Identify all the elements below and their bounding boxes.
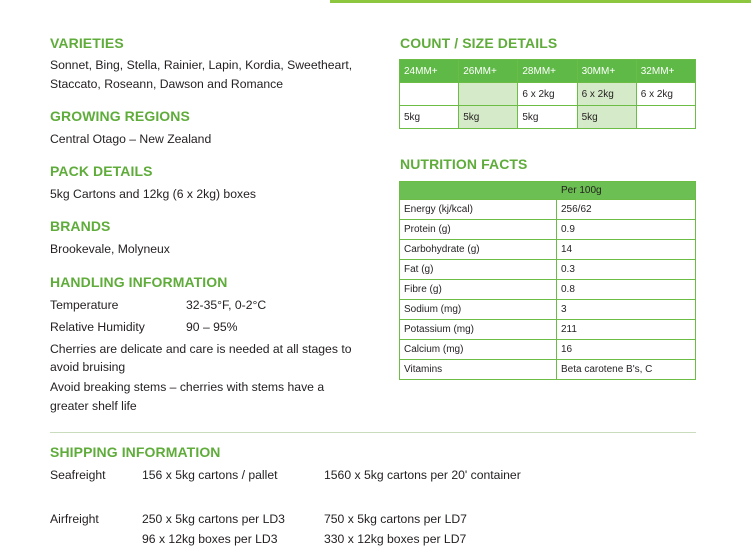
handling-note-1-line-1: Cherries are delicate and care is needed at all stages to bbox=[50, 342, 352, 356]
pack-details-text: 5kg Cartons and 12kg (6 x 2kg) boxes bbox=[50, 187, 256, 201]
top-accent-bar bbox=[0, 0, 751, 3]
size-28mm-header: 28MM+ bbox=[518, 60, 577, 83]
brands-text: Brookevale, Molyneux bbox=[50, 242, 170, 256]
nutrient-value: 16 bbox=[557, 340, 696, 360]
nutrient-value: 3 bbox=[557, 300, 696, 320]
airfreight-ld7-boxes: 330 x 12kg boxes per LD7 bbox=[324, 532, 467, 546]
nutrient-value: 211 bbox=[557, 320, 696, 340]
humidity-label: Relative Humidity bbox=[50, 320, 145, 334]
nutrition-heading: NUTRITION FACTS bbox=[400, 156, 528, 172]
shipping-heading: SHIPPING INFORMATION bbox=[50, 444, 221, 460]
nutrient-label: Potassium (mg) bbox=[400, 320, 557, 340]
count-cell bbox=[636, 106, 695, 129]
nutrition-row bbox=[400, 340, 696, 360]
nutrition-row bbox=[400, 360, 696, 380]
nutrient-label: Vitamins bbox=[400, 360, 557, 380]
handling-note-2-line-2: greater shelf life bbox=[50, 399, 137, 413]
airfreight-ld3-boxes: 96 x 12kg boxes per LD3 bbox=[142, 532, 278, 546]
nutrition-row bbox=[400, 240, 696, 260]
top-accent-green bbox=[330, 0, 751, 3]
nutrition-row bbox=[400, 260, 696, 280]
size-30mm-header: 30MM+ bbox=[577, 60, 636, 83]
varieties-line-2: Staccato, Roseann, Dawson and Romance bbox=[50, 77, 284, 91]
nutrition-row bbox=[400, 300, 696, 320]
count-size-heading: COUNT / SIZE DETAILS bbox=[400, 35, 558, 51]
count-cell bbox=[400, 83, 459, 106]
nutrient-label: Calcium (mg) bbox=[400, 340, 557, 360]
count-cell: 5kg bbox=[459, 106, 518, 129]
count-size-table bbox=[399, 59, 696, 129]
size-24mm-header: 24MM+ bbox=[400, 60, 459, 83]
nutrition-row bbox=[400, 320, 696, 340]
seafreight-container: 1560 x 5kg cartons per 20' container bbox=[324, 468, 521, 482]
count-cell: 5kg bbox=[577, 106, 636, 129]
top-accent-white bbox=[0, 0, 330, 3]
seafreight-label: Seafreight bbox=[50, 468, 106, 482]
nutrient-label: Energy (kj/kcal) bbox=[400, 200, 557, 220]
humidity-value: 90 – 95% bbox=[186, 320, 238, 334]
growing-regions-text: Central Otago – New Zealand bbox=[50, 132, 212, 146]
count-cell: 6 x 2kg bbox=[577, 83, 636, 106]
section-divider bbox=[50, 432, 696, 433]
temperature-label: Temperature bbox=[50, 298, 119, 312]
count-cell: 5kg bbox=[518, 106, 577, 129]
brands-heading: BRANDS bbox=[50, 218, 111, 234]
count-size-row-5kg bbox=[400, 106, 696, 129]
nutrition-table bbox=[399, 181, 696, 380]
nutrient-label: Fat (g) bbox=[400, 260, 557, 280]
nutrient-value: 14 bbox=[557, 240, 696, 260]
nutrient-label: Sodium (mg) bbox=[400, 300, 557, 320]
count-cell: 5kg bbox=[400, 106, 459, 129]
size-32mm-header: 32MM+ bbox=[636, 60, 695, 83]
nutrient-value: 0.3 bbox=[557, 260, 696, 280]
temperature-value: 32-35°F, 0-2°C bbox=[186, 298, 267, 312]
handling-note-2-line-1: Avoid breaking stems – cherries with stems have a bbox=[50, 380, 325, 394]
varieties-line-1: Sonnet, Bing, Stella, Rainier, Lapin, Kordia, Sweetheart, bbox=[50, 58, 353, 72]
nutrition-row bbox=[400, 220, 696, 240]
nutrient-label: Fibre (g) bbox=[400, 280, 557, 300]
nutrition-row bbox=[400, 200, 696, 220]
nutrient-value: 0.8 bbox=[557, 280, 696, 300]
nutrient-value: Beta carotene B's, C bbox=[557, 360, 696, 380]
airfreight-ld3-cartons: 250 x 5kg cartons per LD3 bbox=[142, 512, 285, 526]
pack-details-heading: PACK DETAILS bbox=[50, 163, 153, 179]
count-size-row-12kg bbox=[400, 83, 696, 106]
varieties-heading: VARIETIES bbox=[50, 35, 124, 51]
nutrition-row bbox=[400, 280, 696, 300]
airfreight-label: Airfreight bbox=[50, 512, 99, 526]
nutrient-label: Carbohydrate (g) bbox=[400, 240, 557, 260]
seafreight-pallet: 156 x 5kg cartons / pallet bbox=[142, 468, 278, 482]
nutrition-header-blank bbox=[400, 182, 557, 200]
airfreight-ld7-cartons: 750 x 5kg cartons per LD7 bbox=[324, 512, 467, 526]
count-cell: 6 x 2kg bbox=[636, 83, 695, 106]
count-cell: 6 x 2kg bbox=[518, 83, 577, 106]
nutrient-value: 256/62 bbox=[557, 200, 696, 220]
size-26mm-header: 26MM+ bbox=[459, 60, 518, 83]
nutrient-value: 0.9 bbox=[557, 220, 696, 240]
nutrient-label: Protein (g) bbox=[400, 220, 557, 240]
handling-note-1-line-2: avoid bruising bbox=[50, 360, 126, 374]
count-cell bbox=[459, 83, 518, 106]
growing-regions-heading: GROWING REGIONS bbox=[50, 108, 190, 124]
per-100g-header: Per 100g bbox=[557, 182, 696, 200]
count-size-header-row bbox=[400, 60, 696, 83]
handling-heading: HANDLING INFORMATION bbox=[50, 274, 228, 290]
nutrition-header-row bbox=[400, 182, 696, 200]
